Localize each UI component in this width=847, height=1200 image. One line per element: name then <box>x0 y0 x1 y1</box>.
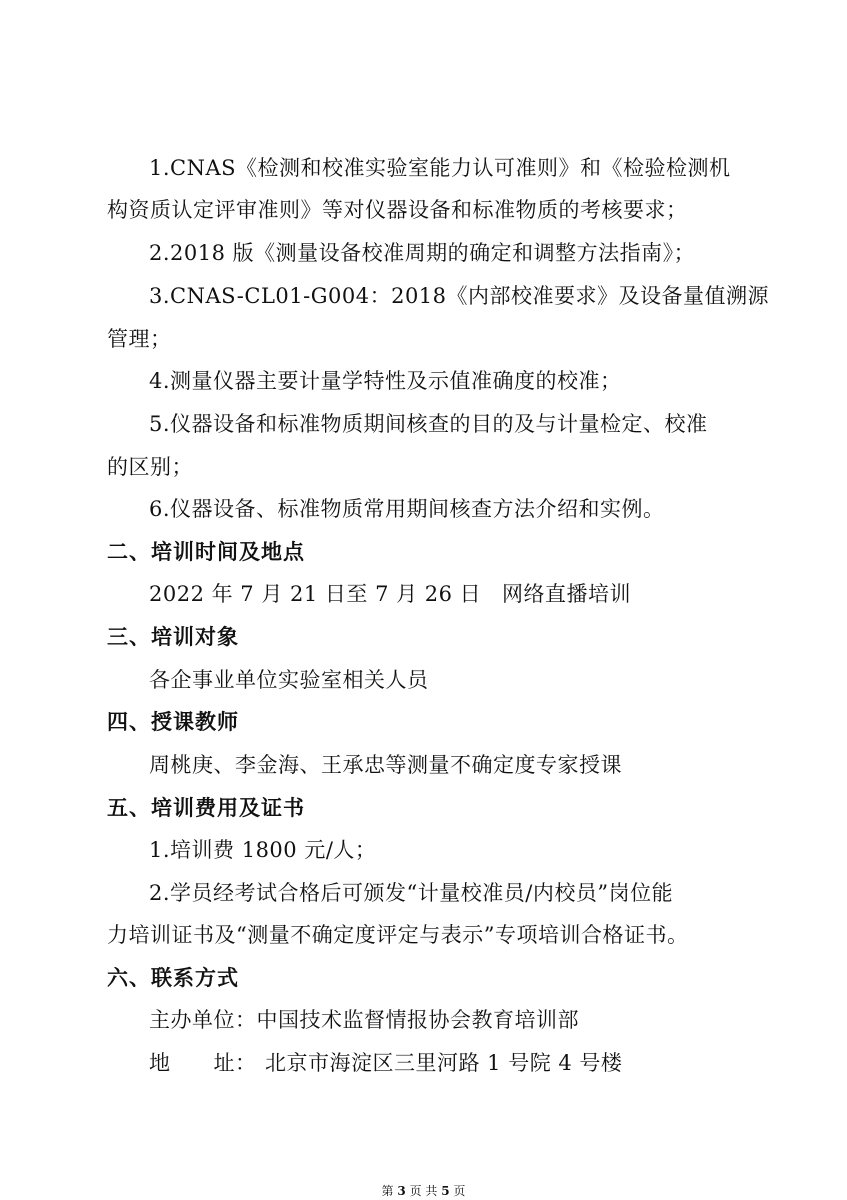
target-audience: 各企事业单位实验室相关人员 <box>149 668 429 692</box>
footer-middle: 页 共 <box>409 1184 438 1198</box>
training-place: 网络直播培训 <box>502 582 631 606</box>
list-item-3-line-1: 3.CNAS-CL01-G004：2018《内部校准要求》及设备量值溯源 <box>149 284 770 308</box>
instructors: 周桃庚、李金海、王承忠等测量不确定度专家授课 <box>149 753 622 777</box>
total-page-number: 5 <box>441 1184 450 1198</box>
training-time: 2022 年 7 月 21 日至 7 月 26 日 <box>149 582 482 606</box>
certificate-line-1: 2.学员经考试合格后可颁发“计量校准员/内校员”岗位能 <box>149 881 674 905</box>
page-footer <box>0 1184 847 1198</box>
address-label: 地 址： <box>149 1051 257 1075</box>
address: 北京市海淀区三里河路 1 号院 4 号楼 <box>265 1051 623 1075</box>
list-item-6: 6.仪器设备、标准物质常用期间核查方法介绍和实例。 <box>149 497 665 521</box>
list-item-3-line-2: 管理； <box>107 327 172 351</box>
footer-prefix: 第 <box>381 1184 394 1198</box>
section-3-heading: 三、培训对象 <box>107 625 239 649</box>
list-item-4: 4.测量仪器主要计量学特性及示值准确度的校准； <box>149 369 622 393</box>
section-4-heading: 四、授课教师 <box>107 710 239 734</box>
section-5-heading: 五、培训费用及证书 <box>107 796 305 820</box>
list-item-2: 2.2018 版《测量设备校准周期的确定和调整方法指南》； <box>149 241 696 265</box>
list-item-1-line-2: 构资质认定评审准则》等对仪器设备和标准物质的考核要求； <box>107 198 688 222</box>
list-item-5-line-2: 的区别； <box>107 455 193 479</box>
section-6-heading: 六、联系方式 <box>107 966 239 990</box>
section-2-heading: 二、培训时间及地点 <box>107 540 305 564</box>
footer-suffix: 页 <box>453 1184 466 1198</box>
training-fee: 1.培训费 1800 元/人； <box>149 838 377 862</box>
list-item-1-line-1: 1.CNAS《检测和校准实验室能力认可准则》和《检验检测机 <box>149 156 731 180</box>
organizer: 主办单位：中国技术监督情报协会教育培训部 <box>149 1008 579 1032</box>
list-item-5-line-1: 5.仪器设备和标准物质期间核查的目的及与计量检定、校准 <box>149 412 708 436</box>
current-page-number: 3 <box>397 1184 406 1198</box>
certificate-line-2: 力培训证书及“测量不确定度评定与表示”专项培训合格证书。 <box>107 923 689 947</box>
